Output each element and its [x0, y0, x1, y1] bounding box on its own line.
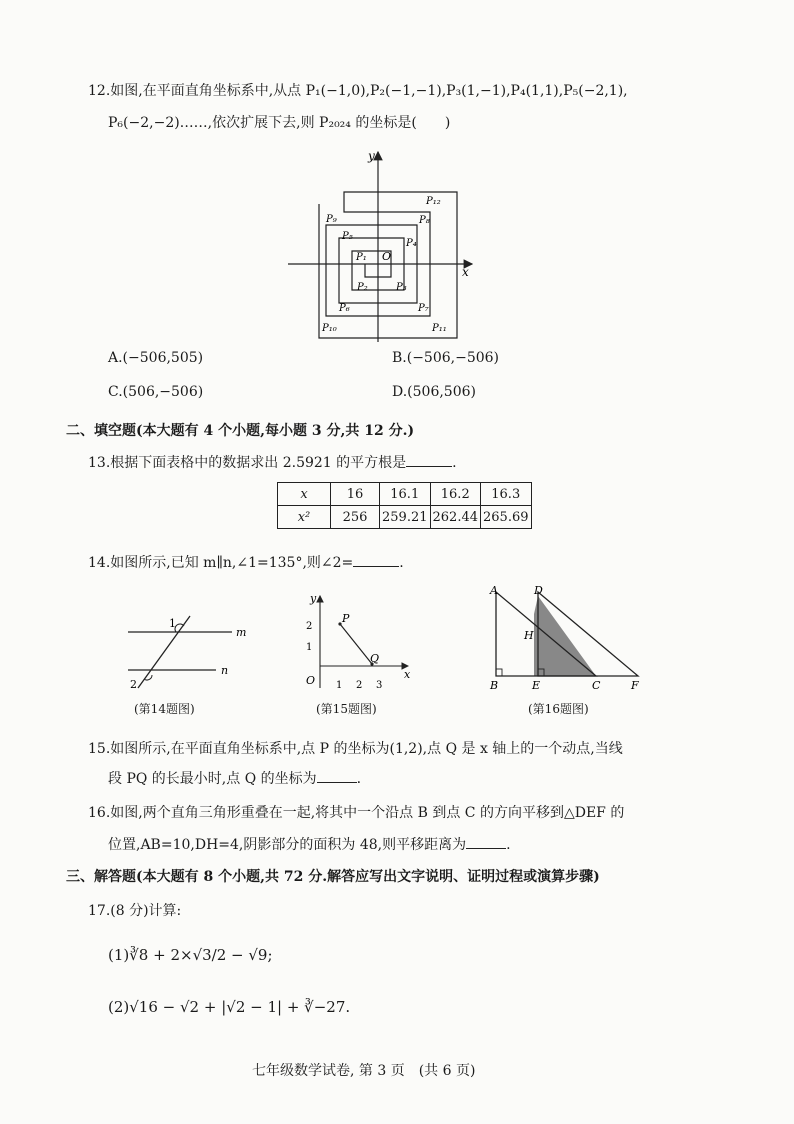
y-tick-2: 2 [306, 621, 313, 632]
q12-option-d: D.(506,506) [392, 384, 476, 400]
q14-caption: (第14题图) [134, 702, 195, 716]
q15-line1: 15.如图所示,在平面直角坐标系中,点 P 的坐标为(1,2),点 Q 是 x 轴上的一个动点,当线 [88, 741, 623, 757]
q12-line2: P₆(−2,−2)……,依次扩展下去,则 P₂₀₂₄ 的坐标是( ) [108, 115, 451, 131]
spiral-path [319, 192, 457, 338]
label-p7: P₇ [418, 303, 429, 314]
q13-text: 13.根据下面表格中的数据求出 2.5921 的平方根是 . [88, 452, 457, 472]
origin-label: O [382, 250, 392, 263]
origin-label: O [306, 674, 316, 687]
angle-1-label: 1 [169, 617, 176, 630]
table-cell: 16 [331, 483, 380, 506]
x-tick-2: 2 [356, 680, 363, 691]
q14-prompt: 14.如图所示,已知 m∥n,∠1=135°,则∠2= [88, 555, 354, 571]
q16-prompt: 位置,AB=10,DH=4,阴影部分的面积为 48,则平移距离为 [108, 837, 467, 853]
table-cell: 262.44 [430, 506, 481, 529]
section-2-heading: 二、填空题(本大题有 4 个小题,每小题 3 分,共 12 分.) [66, 423, 415, 439]
label-p12: P₁₂ [426, 196, 441, 207]
line-n-label: n [221, 664, 229, 677]
table-cell: x² [278, 506, 331, 529]
table-cell: 16.2 [430, 483, 481, 506]
point-d-label: D [534, 584, 543, 597]
label-p1: P₁ [356, 252, 367, 263]
shaded-region [534, 596, 596, 676]
q12-option-b: B.(−506,−506) [392, 350, 500, 366]
label-p6: P₆ [339, 303, 350, 314]
q13-answer-blank [406, 452, 452, 467]
q15-line2: 段 PQ 的长最小时,点 Q 的坐标为 . [108, 768, 361, 788]
label-p10: P₁₀ [322, 323, 337, 334]
label-p2: P₂ [357, 282, 368, 293]
table-cell: 265.69 [481, 506, 532, 529]
x-tick-3: 3 [376, 680, 383, 691]
point-f-label: F [631, 679, 639, 692]
segment-pq [340, 624, 372, 664]
x-axis-label: x [404, 668, 411, 681]
point-p-label: P [342, 612, 350, 625]
table-cell: 16.3 [481, 483, 532, 506]
y-tick-1: 1 [306, 642, 313, 653]
q15-answer-blank [317, 768, 357, 783]
x-axis-label: x [462, 265, 469, 279]
q16-triangles-figure [486, 584, 646, 694]
label-p9: P₉ [326, 214, 337, 225]
label-p11: P₁₁ [432, 323, 447, 334]
page-footer: 七年级数学试卷, 第 3 页 (共 6 页) [252, 1063, 476, 1079]
q14-text: 14.如图所示,已知 m∥n,∠1=135°,则∠2= . [88, 552, 404, 572]
label-p4: P₄ [406, 238, 417, 249]
label-p3: P₃ [396, 282, 407, 293]
q16-line1: 16.如图,两个直角三角形重叠在一起,将其中一个沿点 B 到点 C 的方向平移到△DEF 的 [88, 805, 625, 821]
table-row [278, 483, 532, 506]
q12-line1: 12.如图,在平面直角坐标系中,从点 P₁(−1,0),P₂(−1,−1),P₃(1,−1),P₄(1,1),P₅(−2,1), [88, 83, 628, 99]
table-cell: 259.21 [380, 506, 431, 529]
table-cell: 256 [331, 506, 380, 529]
table-cell: x [278, 483, 331, 506]
q15-coordinate-figure [300, 592, 420, 692]
q16-line2: 位置,AB=10,DH=4,阴影部分的面积为 48,则平移距离为 . [108, 834, 511, 854]
q16-answer-blank [466, 834, 506, 849]
q14-answer-blank [353, 552, 399, 567]
x-tick-1: 1 [336, 680, 343, 691]
point-a-label: A [490, 584, 498, 597]
q12-option-a: A.(−506,505) [108, 350, 204, 366]
label-p5: P₅ [342, 231, 353, 242]
q17-part1: (1)∛8 + 2×√3/2 − √9; [108, 946, 273, 964]
q12-option-c: C.(506,−506) [108, 384, 204, 400]
point-b-label: B [490, 679, 499, 692]
q12-spiral-figure [286, 146, 486, 346]
point-h-label: H [524, 629, 534, 642]
q13-square-table [277, 482, 532, 529]
q16-caption: (第16题图) [528, 702, 589, 716]
label-p8: P₈ [419, 215, 430, 226]
q13-prompt: 13.根据下面表格中的数据求出 2.5921 的平方根是 [88, 455, 407, 471]
y-axis-label: y [310, 592, 317, 605]
q14-parallel-lines-figure [124, 612, 254, 692]
q17-part2: (2)√16 − √2 + |√2 − 1| + ∛−27. [108, 998, 351, 1016]
point-c-label: C [592, 679, 601, 692]
angle-2-label: 2 [130, 678, 137, 691]
table-row [278, 506, 532, 529]
q15-prompt: 段 PQ 的长最小时,点 Q 的坐标为 [108, 771, 317, 787]
y-axis-label: y [368, 149, 375, 163]
q15-caption: (第15题图) [316, 702, 377, 716]
table-cell: 16.1 [380, 483, 431, 506]
point-e-label: E [532, 679, 541, 692]
q17-title: 17.(8 分)计算: [88, 903, 182, 919]
section-3-heading: 三、解答题(本大题有 8 个小题,共 72 分.解答应写出文字说明、证明过程或演算步骤) [66, 869, 600, 885]
line-m-label: m [236, 626, 247, 639]
point-q-label: Q [370, 652, 380, 665]
